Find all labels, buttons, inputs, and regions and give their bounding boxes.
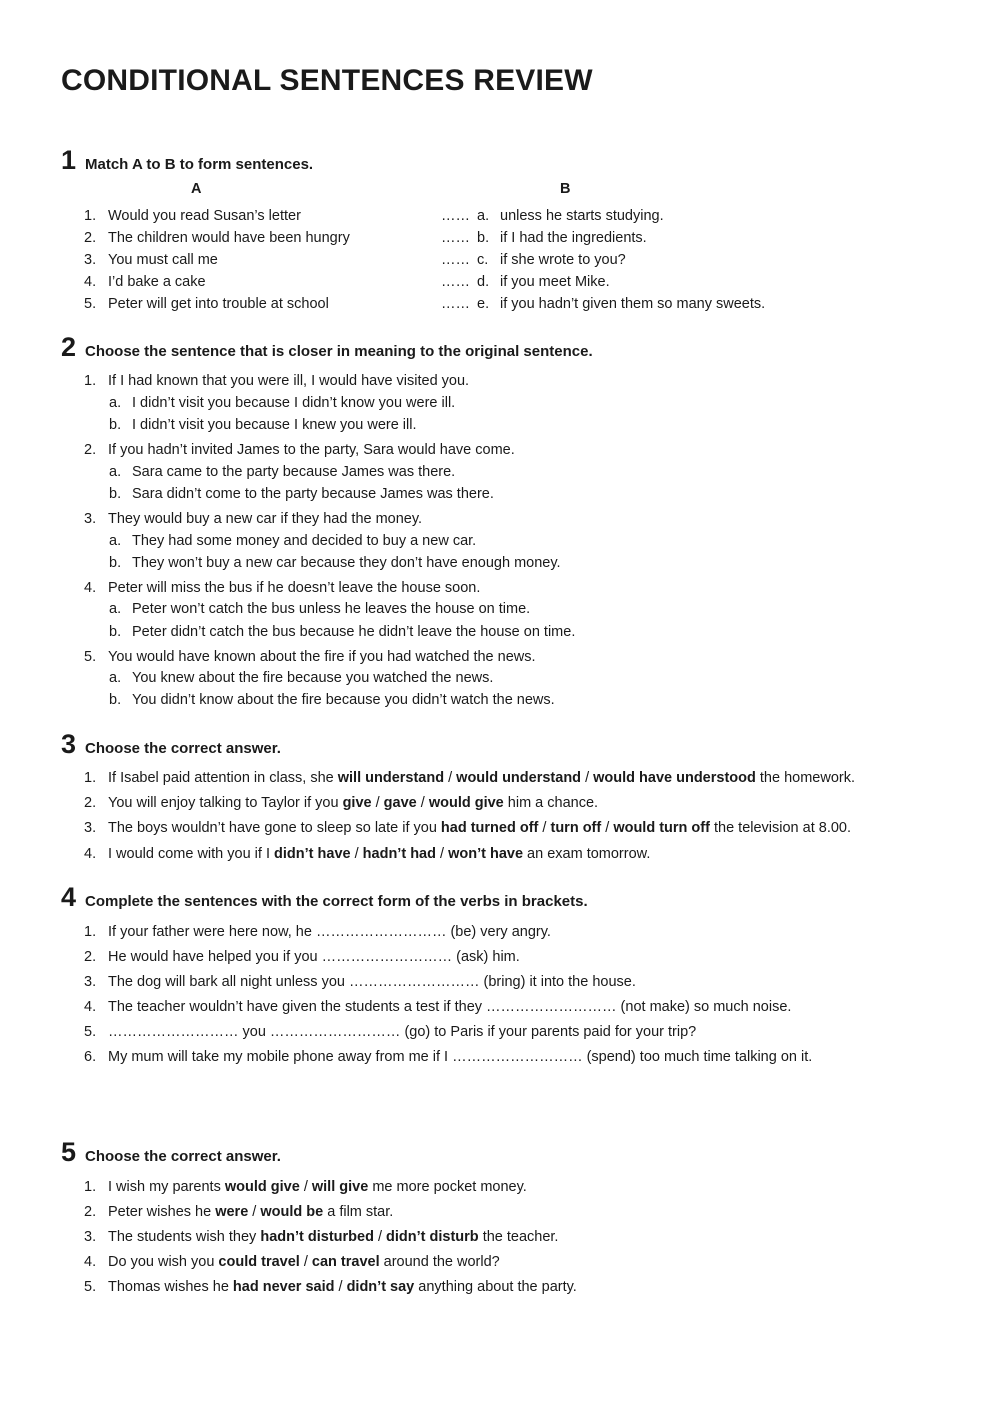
section-2-heading	[61, 332, 593, 363]
item-number: 3.	[84, 1229, 97, 1245]
gap-fill-sentence[interactable]: The dog will bark all night unless you ……………………… (bring) it into the house.	[108, 974, 636, 990]
item-number: 1.	[84, 373, 97, 389]
answer-option[interactable]: gave	[383, 795, 417, 811]
answer-option[interactable]: would be	[260, 1204, 324, 1220]
answer-option[interactable]: didn’t disturb	[386, 1229, 479, 1245]
option-letter: a.	[109, 395, 122, 411]
answer-option[interactable]: turn off	[550, 820, 602, 836]
option-letter: b.	[109, 555, 122, 571]
option-letter: a.	[477, 208, 490, 224]
question-sentence	[108, 1279, 577, 1295]
option-b[interactable]: Peter didn’t catch the bus because he didn’t leave the house on time.	[132, 624, 576, 640]
gap-fill-sentence[interactable]: My mum will take my mobile phone away from me if I ……………………… (spend) too much time talking on it.	[108, 1049, 813, 1065]
item-number: 6.	[84, 1049, 97, 1065]
column-b-text: if she wrote to you?	[500, 252, 626, 268]
question-sentence	[108, 1229, 558, 1245]
gap-fill-sentence[interactable]: ……………………… you ……………………… (go) to Paris if your parents paid for your trip?	[108, 1024, 697, 1040]
column-a-text: I’d bake a cake	[108, 274, 206, 290]
answer-option[interactable]: can travel	[311, 1254, 380, 1270]
item-number: 5.	[84, 296, 97, 312]
section-4-heading	[61, 882, 588, 913]
section-number: 1	[61, 145, 77, 175]
section-instruction: Choose the correct answer.	[85, 740, 281, 757]
option-letter: b.	[109, 692, 122, 708]
answer-option[interactable]: will give	[311, 1179, 369, 1195]
question-sentence	[108, 770, 855, 786]
sentence-end: the homework.	[759, 770, 855, 786]
sentence-end: around the world?	[383, 1254, 500, 1270]
answer-option[interactable]: would understand	[456, 770, 582, 786]
answer-option[interactable]: would give	[224, 1179, 300, 1195]
item-number: 4.	[84, 580, 97, 596]
sentence-end: him a chance.	[507, 795, 599, 811]
answer-option[interactable]: had turned off	[440, 820, 539, 836]
answer-option[interactable]: were	[215, 1204, 249, 1220]
sentence-end: a film star.	[327, 1204, 394, 1220]
sentence-end: anything about the party.	[418, 1279, 577, 1295]
option-separator: /	[420, 795, 425, 811]
column-b-text: if you hadn’t given them so many sweets.	[500, 296, 766, 312]
sentence-start: The boys wouldn’t have gone to sleep so late if you	[108, 820, 437, 836]
sentence-start: I wish my parents	[108, 1179, 221, 1195]
item-number: 2.	[84, 795, 97, 811]
option-separator: /	[585, 770, 590, 786]
option-b[interactable]: I didn’t visit you because I knew you were ill.	[132, 417, 417, 433]
option-separator: /	[605, 820, 610, 836]
answer-option[interactable]: hadn’t disturbed	[260, 1229, 374, 1245]
item-number: 4.	[84, 846, 97, 862]
option-separator: /	[338, 1279, 343, 1295]
item-number: 3.	[84, 511, 97, 527]
sentence-start: Peter wishes he	[108, 1204, 212, 1220]
gap-fill-sentence[interactable]: He would have helped you if you ……………………… (ask) him.	[108, 949, 520, 965]
section-number: 4	[61, 882, 77, 912]
option-letter: e.	[477, 296, 490, 312]
item-number: 1.	[84, 208, 97, 224]
question-sentence	[108, 820, 851, 836]
column-a-text: You must call me	[108, 252, 218, 268]
question-sentence	[108, 846, 650, 862]
option-b[interactable]: You didn’t know about the fire because you didn’t watch the news.	[132, 692, 555, 708]
item-number: 1.	[84, 770, 97, 786]
option-letter: d.	[477, 274, 490, 290]
sentence-start: You will enjoy talking to Taylor if you	[108, 795, 339, 811]
section-1-heading	[61, 145, 313, 176]
item-number: 5.	[84, 1024, 97, 1040]
answer-option[interactable]: hadn’t had	[362, 846, 436, 862]
option-letter: c.	[477, 252, 489, 268]
item-number: 2.	[84, 949, 97, 965]
option-separator: /	[448, 770, 453, 786]
section-instruction: Complete the sentences with the correct form of the verbs in brackets.	[85, 893, 588, 910]
answer-blank[interactable]: ……	[441, 208, 470, 224]
question-sentence	[108, 795, 598, 811]
answer-option[interactable]: didn’t have	[274, 846, 351, 862]
original-sentence: Peter will miss the bus if he doesn’t leave the house soon.	[108, 580, 481, 596]
column-a-heading: A	[191, 181, 202, 197]
item-number: 2.	[84, 1204, 97, 1220]
column-b-heading: B	[560, 181, 571, 197]
original-sentence: They would buy a new car if they had the money.	[108, 511, 423, 527]
item-number: 2.	[84, 230, 97, 246]
option-a[interactable]: I didn’t visit you because I didn’t know you were ill.	[132, 395, 456, 411]
sentence-start: The students wish they	[108, 1229, 257, 1245]
answer-option[interactable]: had never said	[232, 1279, 335, 1295]
gap-fill-sentence[interactable]: The teacher wouldn’t have given the students a test if they ……………………… (not make) so much noise.	[108, 999, 792, 1015]
page-title: CONDITIONAL SENTENCES REVIEW	[61, 64, 593, 97]
sentence-end: an exam tomorrow.	[527, 846, 651, 862]
question-sentence	[108, 1179, 527, 1195]
item-number: 5.	[84, 1279, 97, 1295]
section-number: 3	[61, 729, 77, 759]
item-number: 1.	[84, 1179, 97, 1195]
sentence-end: me more pocket money.	[372, 1179, 527, 1195]
sentence-end: the television at 8.00.	[713, 820, 852, 836]
answer-option[interactable]: would have understood	[593, 770, 756, 786]
original-sentence: You would have known about the fire if you had watched the news.	[108, 649, 536, 665]
sentence-start: Thomas wishes he	[108, 1279, 229, 1295]
answer-blank[interactable]: ……	[441, 230, 470, 246]
answer-option[interactable]: give	[342, 795, 372, 811]
option-separator: /	[354, 846, 359, 862]
option-separator: /	[440, 846, 445, 862]
option-separator: /	[375, 795, 380, 811]
option-separator: /	[303, 1179, 308, 1195]
option-a[interactable]: Sara came to the party because James was there.	[132, 464, 456, 480]
answer-option[interactable]: would turn off	[613, 820, 710, 836]
option-a[interactable]: They had some money and decided to buy a new car.	[132, 533, 477, 549]
answer-option[interactable]: didn’t say	[346, 1279, 415, 1295]
answer-blank[interactable]: ……	[441, 252, 470, 268]
item-number: 3.	[84, 974, 97, 990]
column-a-text: Would you read Susan’s letter	[108, 208, 301, 224]
original-sentence: If you hadn’t invited James to the party, Sara would have come.	[108, 442, 515, 458]
option-separator: /	[377, 1229, 382, 1245]
item-number: 3.	[84, 252, 97, 268]
section-5-heading	[61, 1137, 281, 1168]
question-sentence	[108, 1254, 500, 1270]
item-number: 2.	[84, 442, 97, 458]
item-number: 5.	[84, 649, 97, 665]
column-a-text: The children would have been hungry	[108, 230, 350, 246]
sentence-start: If Isabel paid attention in class, she	[108, 770, 334, 786]
item-number: 4.	[84, 1254, 97, 1270]
column-b-text: unless he starts studying.	[500, 208, 664, 224]
original-sentence: If I had known that you were ill, I would have visited you.	[108, 373, 470, 389]
option-b[interactable]: Sara didn’t come to the party because James was there.	[132, 486, 494, 502]
answer-option[interactable]: would give	[428, 795, 504, 811]
column-b-text: if I had the ingredients.	[500, 230, 647, 246]
item-number: 1.	[84, 924, 97, 940]
answer-option[interactable]: won’t have	[448, 846, 524, 862]
column-a-text: Peter will get into trouble at school	[108, 296, 329, 312]
item-number: 3.	[84, 820, 97, 836]
question-sentence	[108, 1204, 393, 1220]
option-letter: a.	[109, 670, 122, 686]
section-instruction: Choose the correct answer.	[85, 1148, 281, 1165]
option-separator: /	[252, 1204, 257, 1220]
option-a[interactable]: You knew about the fire because you watched the news.	[132, 670, 494, 686]
option-letter: a.	[109, 601, 122, 617]
option-separator: /	[542, 820, 547, 836]
option-separator: /	[303, 1254, 308, 1270]
option-b[interactable]: They won’t buy a new car because they don’t have enough money.	[132, 555, 561, 571]
sentence-start: I would come with you if I	[108, 846, 270, 862]
sentence-end: the teacher.	[482, 1229, 559, 1245]
item-number: 4.	[84, 999, 97, 1015]
sentence-start: Do you wish you	[108, 1254, 215, 1270]
column-b-text: if you meet Mike.	[500, 274, 610, 290]
option-letter: b.	[109, 624, 122, 640]
option-letter: b.	[109, 486, 122, 502]
answer-blank[interactable]: ……	[441, 274, 470, 290]
section-instruction: Match A to B to form sentences.	[85, 156, 314, 173]
section-number: 2	[61, 332, 77, 362]
section-3-heading	[61, 729, 281, 760]
option-letter: a.	[109, 533, 122, 549]
gap-fill-sentence[interactable]: If your father were here now, he ……………………… (be) very angry.	[108, 924, 551, 940]
answer-blank[interactable]: ……	[441, 296, 470, 312]
option-letter: b.	[477, 230, 490, 246]
section-instruction: Choose the sentence that is closer in meaning to the original sentence.	[85, 343, 593, 360]
section-number: 5	[61, 1137, 77, 1167]
option-a[interactable]: Peter won’t catch the bus unless he leaves the house on time.	[132, 601, 531, 617]
answer-option[interactable]: could travel	[218, 1254, 300, 1270]
item-number: 4.	[84, 274, 97, 290]
option-letter: b.	[109, 417, 122, 433]
answer-option[interactable]: will understand	[337, 770, 445, 786]
option-letter: a.	[109, 464, 122, 480]
